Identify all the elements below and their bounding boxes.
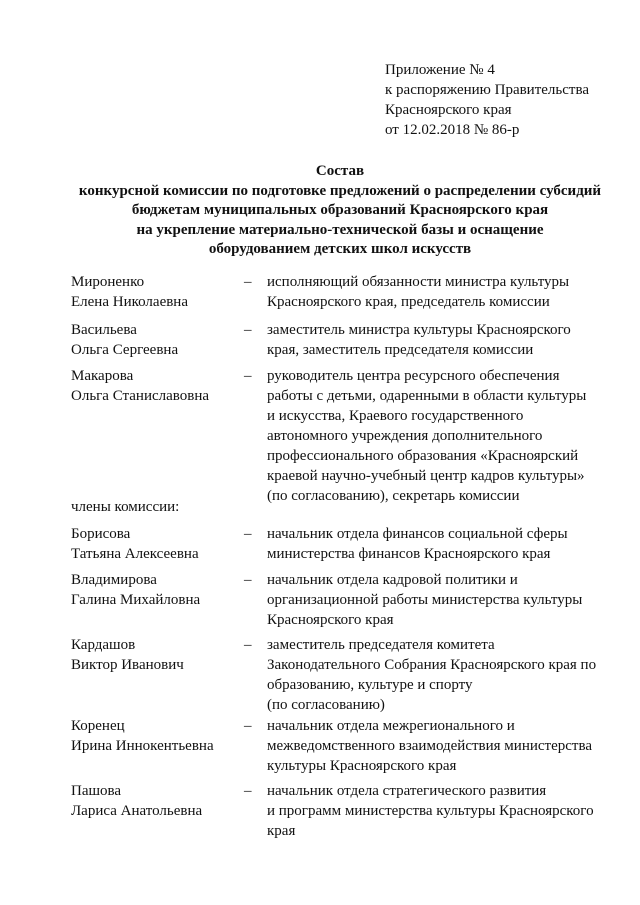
role-line: исполняющий обязанности министра культуры <box>267 274 570 290</box>
members-label: члены комиссии: <box>71 499 180 515</box>
role-line: заместитель министра культуры Красноярского <box>267 322 571 338</box>
dash-separator: – <box>244 526 252 542</box>
member-given-names: Татьяна Алексеевна <box>71 546 199 562</box>
member-given-names: Виктор Иванович <box>71 657 184 673</box>
member-surname: Кардашов <box>71 637 136 653</box>
member-name <box>71 320 251 360</box>
dash-separator: – <box>244 368 252 384</box>
role-line: Красноярского края <box>267 612 394 628</box>
member-surname: Владимирова <box>71 572 157 588</box>
member-name <box>71 272 251 312</box>
role-line: (по согласованию) <box>267 697 385 713</box>
role-line: начальник отдела межрегионального и <box>267 718 515 734</box>
role-line: краевой научно-учебный центр кадров культуры» <box>267 468 585 484</box>
dash-separator: – <box>244 637 252 653</box>
role-line: культуры Красноярского края <box>267 758 457 774</box>
member-surname: Васильева <box>71 322 137 338</box>
member-role <box>267 635 607 715</box>
appendix-line: к распоряжению Правительства <box>385 82 590 98</box>
dash-separator: – <box>244 274 252 290</box>
role-line: межведомственного взаимодействия министерства <box>267 738 592 754</box>
member-role <box>267 716 607 776</box>
role-line: (по согласованию), секретарь комиссии <box>267 488 520 504</box>
role-line: министерства финансов Красноярского края <box>267 546 551 562</box>
member-role <box>267 272 607 312</box>
member-surname: Макарова <box>71 368 134 384</box>
member-given-names: Ольга Станиславовна <box>71 388 210 404</box>
role-line: начальник отдела кадровой политики и <box>267 572 518 588</box>
appendix-line: Красноярского края <box>385 102 512 118</box>
member-name <box>71 716 251 756</box>
dash-separator: – <box>244 572 252 588</box>
role-line: и искусства, Краевого государственного <box>267 408 524 424</box>
role-line: Красноярского края, председатель комиссии <box>267 294 550 310</box>
member-surname: Борисова <box>71 526 131 542</box>
role-line: руководитель центра ресурсного обеспечения <box>267 368 560 384</box>
appendix-line: Приложение № 4 <box>385 62 495 78</box>
member-role <box>267 524 607 564</box>
role-line: профессионального образования «Красноярский <box>267 448 579 464</box>
role-line: и программ министерства культуры Красноярского <box>267 803 594 819</box>
title-line: оборудованием детских школ искусств <box>208 241 472 257</box>
dash-separator: – <box>244 718 252 734</box>
member-name <box>71 570 251 610</box>
member-surname: Коренец <box>71 718 125 734</box>
title-line: бюджетам муниципальных образований Красноярского края <box>131 202 549 218</box>
member-name <box>71 366 251 406</box>
member-name <box>71 524 251 564</box>
role-line: края <box>267 823 296 839</box>
appendix-line: от 12.02.2018 № 86-р <box>385 122 520 138</box>
member-name <box>71 635 251 675</box>
dash-separator: – <box>244 783 252 799</box>
title-line: на укрепление материально-технической базы и оснащение <box>136 221 544 238</box>
member-role <box>267 570 607 630</box>
role-line: начальник отдела финансов социальной сферы <box>267 526 568 542</box>
member-given-names: Ольга Сергеевна <box>71 342 179 358</box>
member-given-names: Лариса Анатольевна <box>71 803 203 819</box>
member-surname: Пашова <box>71 783 122 799</box>
member-given-names: Елена Николаевна <box>71 294 188 310</box>
role-line: организационной работы министерства культуры <box>267 592 583 608</box>
member-given-names: Галина Михайловна <box>71 592 201 608</box>
member-role <box>267 366 607 506</box>
role-line: образованию, культуре и спорту <box>267 677 473 693</box>
appendix-note <box>385 60 625 140</box>
role-line: Законодательного Собрания Красноярского края по <box>267 657 597 673</box>
title-line: конкурсной комиссии по подготовке предложений о распределении субсидий <box>78 182 602 199</box>
role-line: заместитель председателя комитета <box>267 637 495 653</box>
member-given-names: Ирина Иннокентьевна <box>71 738 214 754</box>
member-role <box>267 781 607 841</box>
role-line: края, заместитель председателя комиссии <box>267 342 534 358</box>
dash-separator: – <box>244 322 252 338</box>
title-line: Состав <box>315 163 365 179</box>
member-name <box>71 781 251 821</box>
role-line: работы с детьми, одаренными в области культуры <box>267 388 587 404</box>
page-bottom-edge <box>0 893 640 905</box>
role-line: начальник отдела стратегического развития <box>267 783 547 799</box>
role-line: автономного учреждения дополнительного <box>267 428 543 444</box>
document-title <box>40 162 640 260</box>
member-role <box>267 320 607 360</box>
member-surname: Мироненко <box>71 274 145 290</box>
